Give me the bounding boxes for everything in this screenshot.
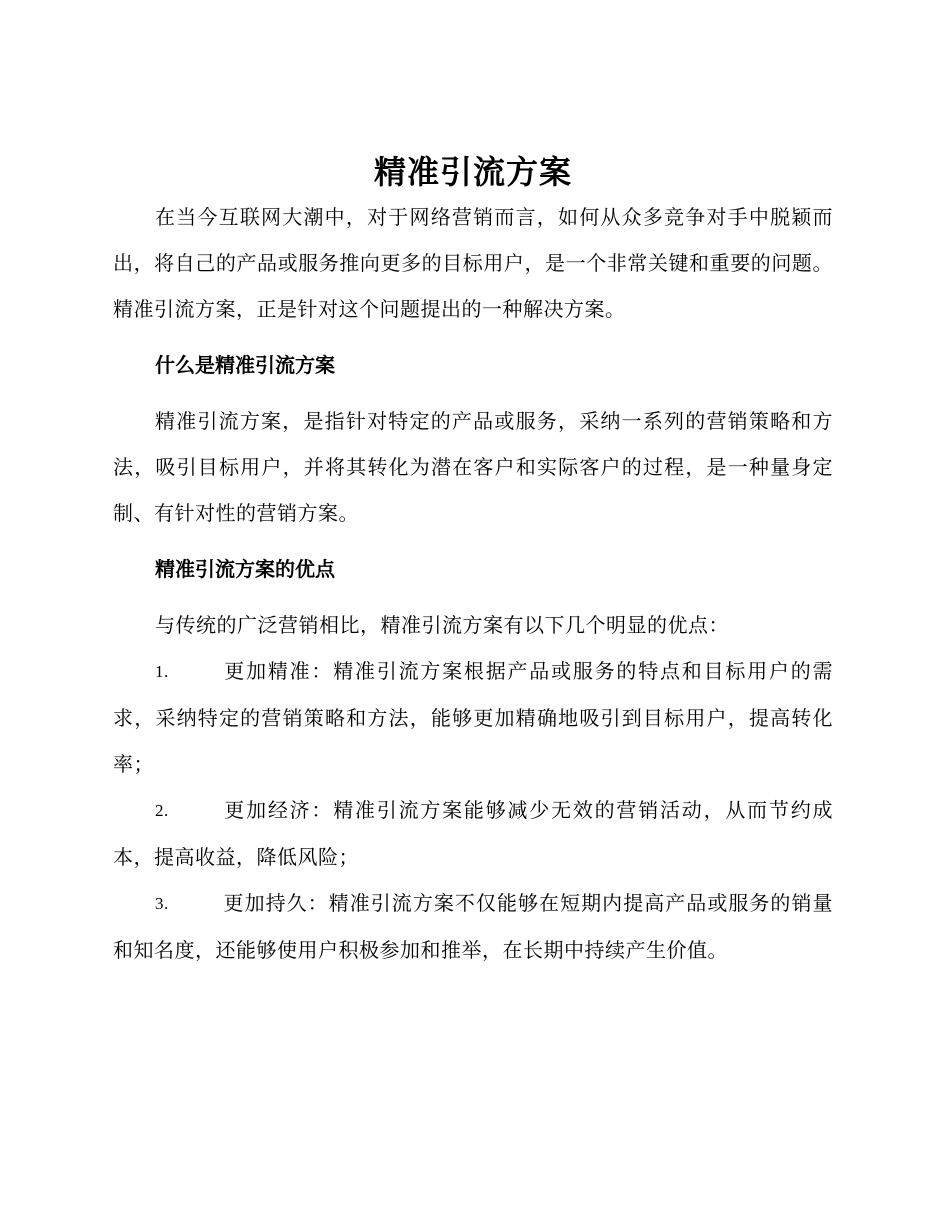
list-item-text: 更加经济：精准引流方案能够减少无效的营销活动，从而节约成本，提高收益，降低风险；	[113, 798, 833, 869]
document-content	[113, 150, 833, 973]
section-heading-advantages: 精准引流方案的优点	[155, 557, 335, 581]
list-item-number: 3.	[155, 894, 169, 913]
advantages-intro: 与传统的广泛营销相比，精准引流方案有以下几个明显的优点：	[155, 613, 729, 637]
list-item-text: 更加持久：精准引流方案不仅能够在短期内提高产品或服务的销量和知名度，还能够使用户积极参加和推举，在长期中持续产生价值。	[113, 891, 833, 962]
intro-paragraph: 在当今互联网大潮中，对于网络营销而言，如何从众多竞争对手中脱颖而出，将自己的产品或服务推向更多的目标用户，是一个非常关键和重要的问题。精准引流方案，正是针对这个问题提出的一种解决方案。	[113, 205, 833, 321]
list-item	[113, 880, 833, 973]
list-item-number: 1.	[155, 662, 169, 681]
section-heading-what-is: 什么是精准引流方案	[155, 353, 335, 377]
list-item-text: 更加精准：精准引流方案根据产品或服务的特点和目标用户的需求，采纳特定的营销策略和方法，能够更加精确地吸引到目标用户，提高转化率；	[113, 659, 833, 776]
list-item-number: 2.	[155, 801, 169, 820]
section-what-is-body: 精准引流方案，是指针对特定的产品或服务，采纳一系列的营销策略和方法，吸引目标用户，并将其转化为潜在客户和实际客户的过程，是一种量身定制、有针对性的营销方案。	[113, 409, 833, 525]
document-title: 精准引流方案	[373, 153, 572, 191]
list-item	[113, 787, 833, 880]
list-item	[113, 648, 833, 787]
